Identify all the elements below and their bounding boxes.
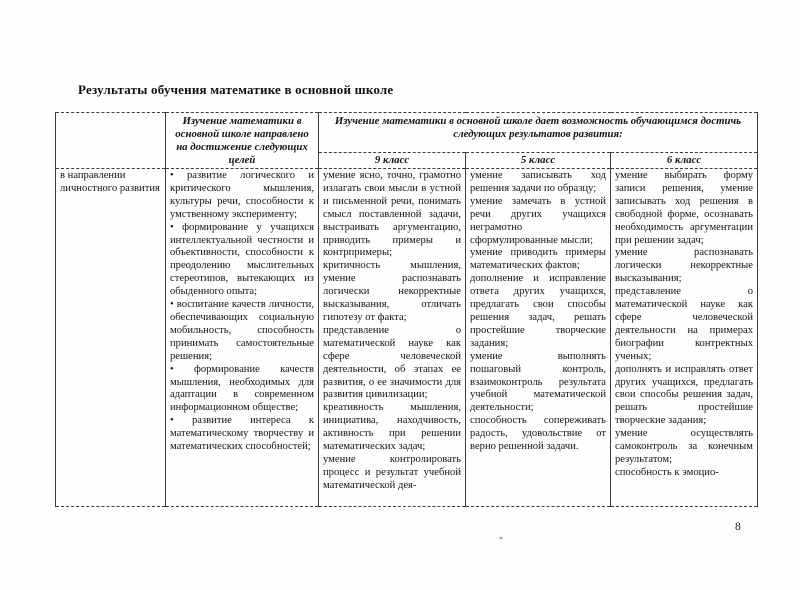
grade-9-header: 9 класс: [319, 153, 466, 169]
paragraph: • формирование качеств мышления, необходимых для адаптации в современном информационном обществе;: [170, 363, 314, 414]
scan-artifact-speck: [499, 537, 503, 539]
grade5-cell: [466, 169, 611, 507]
table-header-row: [56, 113, 758, 153]
header-results-cell: Изучение математики в основной школе дает возможность обучающимся достичь следующих результатов развития:: [319, 113, 758, 153]
paragraph: • развитие логического и критического мышления, культуры речи, способности к умственному эксперименту;: [170, 170, 314, 220]
results-table: [55, 112, 758, 507]
paragraph: представление о математической науке как сфере человеческой деятельности на примерах биографии контректных ученых;: [615, 286, 753, 362]
paragraph: в направлении личностного развития: [60, 170, 160, 194]
document-title: Результаты обучения математике в основной школе: [78, 82, 394, 97]
paragraph: креативность мышления, инициатива, находчивость, активность при решении математических задач;: [323, 402, 461, 453]
page-number: 8: [735, 521, 741, 533]
grade5-list: [470, 170, 606, 505]
paragraph: умение контролировать процесс и результат учебной математической дея-: [323, 453, 461, 491]
paragraph: представление о математической науке как сфере человеческой деятельности, об этапах ее развития, о ее значимости для развития цивилизации;: [323, 324, 461, 401]
grade-6-header: 6 класс: [611, 153, 758, 169]
paragraph: способность сопереживать радость, удовольствие от верно решенной задачи.: [470, 415, 606, 453]
goals-cell: [166, 169, 319, 507]
header-empty-cell: [56, 113, 166, 169]
paragraph: умение выбирать форму записи решения, умение записывать ход решения в свободной форме, осознавать необходимость аргументации при решении задач;: [615, 170, 753, 246]
grade9-list: [323, 170, 461, 505]
paragraph: дополнять и исправлять ответ других учащихся, предлагать свои способы решения задач, решать простейшие творческие задания;: [615, 363, 753, 427]
grade6-list: [615, 170, 753, 505]
paragraph: • воспитание качеств личности, обеспечивающих социальную мобильность, способность принимать самостоятельные решения;: [170, 299, 314, 362]
paragraph: умение выполнять пошаговый контроль, взаимоконтроль результата учебной математической деятельности;: [470, 350, 606, 414]
paragraph: • развитие интереса к математическому творчеству и математических способностей;: [170, 415, 314, 453]
paragraph: • формирование у учащихся интеллектуальной честности и объективности, способности к преодолению мыслительных стереотипов, вытекающих из обыденного опыта;: [170, 221, 314, 298]
paragraph: умение приводить примеры математических фактов;: [470, 247, 606, 272]
grade6-cell: [611, 169, 758, 507]
table-body-row: [56, 169, 758, 507]
direction-text: [60, 170, 161, 505]
paragraph: критичность мышления, умение распознавать логически некорректные высказывания, отличать гипотезу от факта;: [323, 260, 461, 323]
grade9-cell: [319, 169, 466, 507]
paragraph: умение записывать ход решения задачи по образцу;: [470, 170, 606, 194]
direction-cell: [56, 169, 166, 507]
header-goals-cell: Изучение математики в основной школе направлено на достижение следующих целей: [166, 113, 319, 169]
paragraph: умение осуществлять самоконтроль за конечным результатом;: [615, 428, 753, 465]
paragraph: способность к эмоцио-: [615, 466, 719, 478]
paragraph: умение ясно, точно, грамотно излагать свои мысли в устной и письменной речи, понимать смысл поставленной задачи, выстраивать аргументацию, приводить примеры и контрпримеры;: [323, 170, 461, 259]
goals-list: [170, 170, 314, 505]
paragraph: умение распознавать логически некорректные высказывания;: [615, 247, 753, 285]
grade-5-header: 5 класс: [466, 153, 611, 169]
paragraph: дополнение и исправление ответа других учащихся, предлагать свои способы решения задач, решать простейшие творческие задания;: [470, 273, 606, 349]
paragraph: умение замечать в устной речи других учащихся неграмотно сформулированные мысли;: [470, 195, 606, 246]
